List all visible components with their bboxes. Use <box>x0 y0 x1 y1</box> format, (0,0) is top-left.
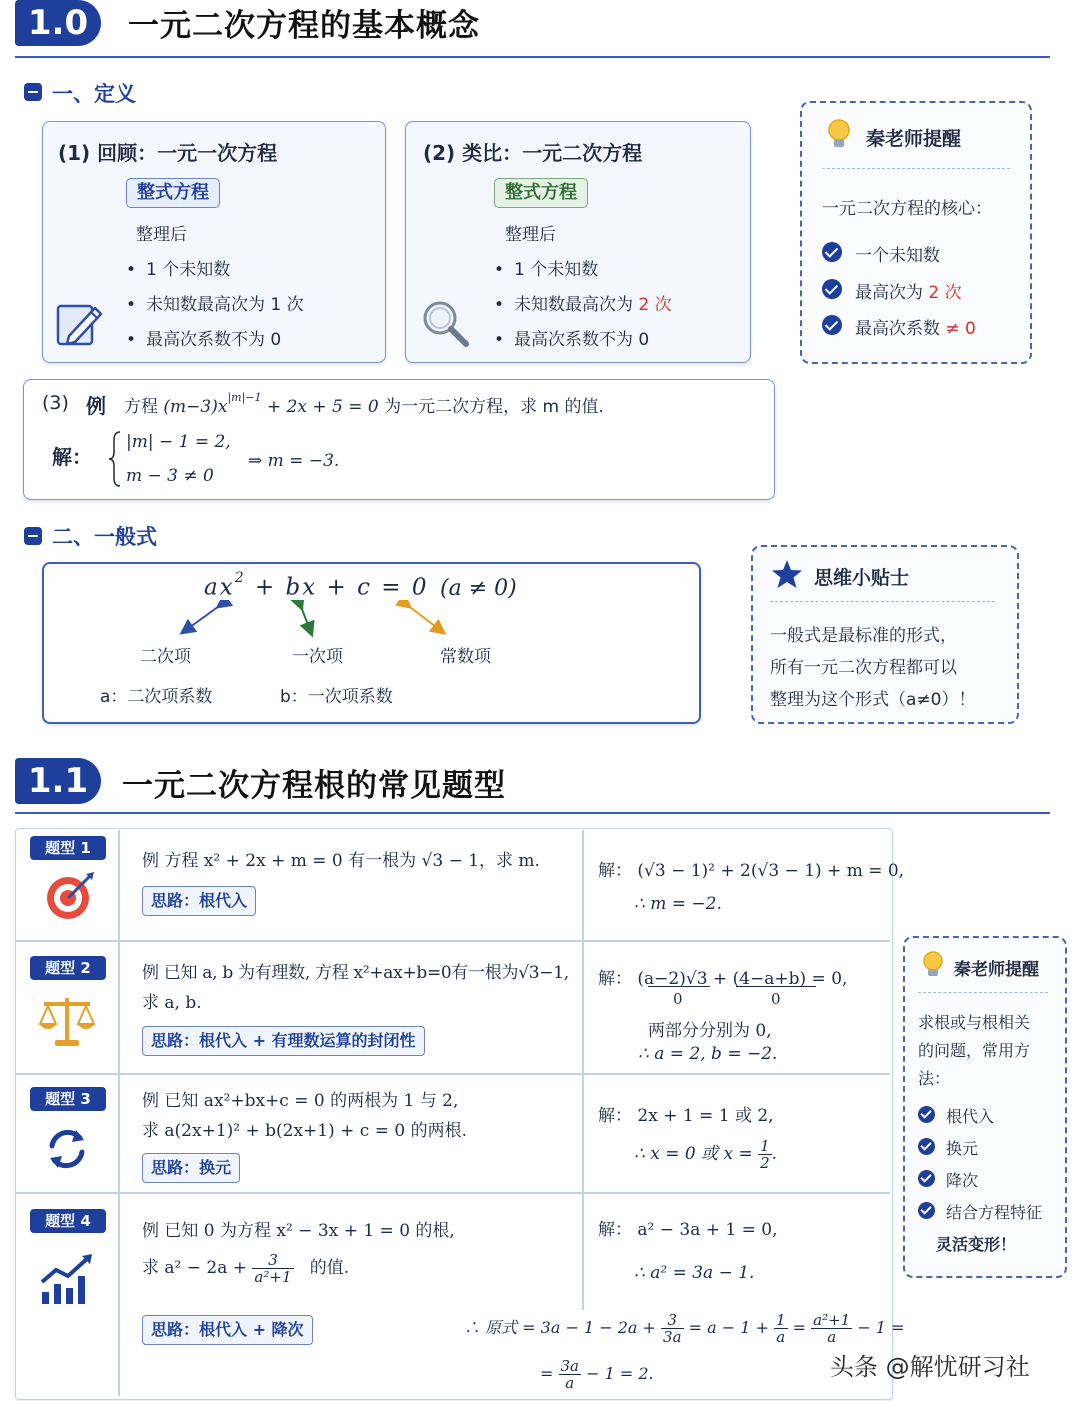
tip-line: 一般式是最标准的形式， <box>770 626 957 646</box>
example-text: 例 方程 x² + 2x + m = 0 有一根为 √3 − 1，求 m. <box>142 851 540 871</box>
tip-item: 最高次系数 ≠ 0 <box>855 319 976 339</box>
tip-line: 的问题，常用方 <box>918 1041 1031 1060</box>
annotation-arrows <box>170 600 460 640</box>
list-item: • 未知数最高次为 2 次 <box>494 290 672 315</box>
example-text: 求 a² − 2a + $\frac{3}{\text{a²+1}}$ 的值. <box>142 1251 350 1286</box>
check-icon <box>822 279 842 299</box>
label-constant-term: 常数项 <box>440 647 491 667</box>
star-icon <box>771 559 803 589</box>
card-title: (1) 回顾：一元一次方程 <box>58 141 278 165</box>
solution-line: ∴ a² = 3a − 1. <box>634 1263 755 1283</box>
tip-line: 求根或与根相关 <box>918 1013 1031 1032</box>
growth-chart-icon <box>38 1254 96 1306</box>
column-divider <box>118 830 120 1396</box>
lightbulb-icon <box>826 118 852 152</box>
example-text: 例 已知 0 为方程 x² − 3x + 1 = 0 的根, <box>142 1221 455 1241</box>
list-item: • 未知数最高次为 1 次 <box>126 290 304 315</box>
underbrace <box>648 986 710 987</box>
underbrace <box>736 986 816 987</box>
list-item: • 最高次系数不为 0 <box>126 325 281 350</box>
tag-polynomial-equation: 整式方程 <box>126 178 220 208</box>
coefficient-b-label: b：一次项系数 <box>280 687 393 707</box>
subsection-heading: 一、定义 <box>52 82 136 106</box>
tip-divider <box>918 992 1048 993</box>
solution-line: = $\frac{3a}{a}$ − 1 = 2. <box>540 1357 654 1392</box>
solution-result: ⇒ m = −3. <box>248 451 340 471</box>
solution-line: ∴ a = 2, b = −2. <box>638 1044 778 1064</box>
coefficient-a-label: a：二次项系数 <box>100 687 213 707</box>
label-quadratic-term: 二次项 <box>140 647 191 667</box>
idea-tag: 思路：根代入 <box>142 886 256 916</box>
tip-ending: 灵活变形！ <box>936 1235 1017 1254</box>
section-number-badge: 1.1 <box>15 758 101 804</box>
tip-line: 整理为这个形式（a≠0）！ <box>770 690 976 710</box>
example-text: 求 a, b. <box>142 993 202 1013</box>
tip-title: 思维小贴士 <box>814 567 910 589</box>
method-item: 结合方程特征 <box>946 1203 1043 1222</box>
solution-line: ∴ 原式 = 3a − 1 − 2a + $\frac{3}{3a}$ = a − 1 + $\frac{1}{a}$ = $\frac{\text{a²+1}}{a}$ − 1 = <box>464 1311 905 1346</box>
tip-item: 一个未知数 <box>855 246 940 266</box>
tip-intro: 一元二次方程的核心： <box>822 199 992 219</box>
list-item: • 1 个未知数 <box>494 255 598 280</box>
section-divider <box>15 56 1050 58</box>
lightbulb-icon <box>921 950 945 980</box>
section-divider <box>15 812 1050 814</box>
idea-tag: 思路：根代入 + 降次 <box>142 1315 313 1345</box>
check-icon <box>822 315 842 335</box>
refresh-icon <box>44 1126 90 1172</box>
solution-line: 两部分分别为 0, <box>648 1021 772 1041</box>
text-after: 整理后 <box>505 225 556 245</box>
watermark: 头条 @解忧研习社 <box>830 1353 1030 1381</box>
solution-line: ∴ m = −2. <box>634 894 722 914</box>
subsection-heading: 二、一般式 <box>52 525 157 549</box>
text-after: 整理后 <box>136 225 187 245</box>
example-number: (3) <box>42 392 69 414</box>
solution-line: 解： (a−2)√3 + (4−a+b) = 0, <box>598 969 848 989</box>
row-divider <box>16 1192 890 1194</box>
tip-divider <box>822 168 1010 169</box>
row-divider <box>16 940 890 942</box>
solution-label: 解： <box>52 445 92 469</box>
row-divider <box>16 1073 890 1075</box>
section-title: 一元二次方程根的常见题型 <box>122 768 506 804</box>
type-badge: 题型 2 <box>30 956 106 980</box>
zero-label: 0 <box>771 990 781 1008</box>
example-text: 例 已知 ax²+bx+c = 0 的两根为 1 与 2, <box>142 1091 459 1111</box>
general-formula: $ax^2$ + bx + c = 0 <box>204 570 429 601</box>
balance-icon <box>38 992 96 1048</box>
column-divider <box>582 830 584 1310</box>
example-label: 例 <box>86 394 106 418</box>
method-item: 根代入 <box>946 1107 995 1126</box>
check-icon <box>918 1138 935 1155</box>
card-title: (2) 类比：一元二次方程 <box>423 141 643 165</box>
solution-line: 解： (√3 − 1)² + 2(√3 − 1) + m = 0, <box>598 861 905 881</box>
tip-line: 所有一元二次方程都可以 <box>770 658 957 678</box>
section-number-badge: 1.0 <box>15 0 101 46</box>
tip-item: 最高次为 2 次 <box>855 283 962 303</box>
check-icon <box>918 1202 935 1219</box>
tip-title: 秦老师提醒 <box>866 128 962 150</box>
solution-line: 解： a² − 3a + 1 = 0, <box>598 1220 778 1240</box>
formula-condition: (a ≠ 0) <box>440 576 517 601</box>
tip-divider <box>770 601 995 602</box>
tag-polynomial-equation: 整式方程 <box>494 178 588 208</box>
pencil-icon <box>55 300 105 350</box>
example-question: 方程 $(m-3)x^{|m|-1} + 2x + 5 = 0$ 为一元二次方程，求 m 的值. <box>124 391 604 417</box>
example-text: 求 a(2x+1)² + b(2x+1) + c = 0 的两根. <box>142 1121 467 1141</box>
example-text: 例 已知 a, b 为有理数, 方程 x²+ax+b=0有一根为√3−1, <box>142 963 569 983</box>
brace <box>108 430 122 488</box>
method-item: 降次 <box>946 1171 979 1190</box>
idea-tag: 思路：根代入 + 有理数运算的封闭性 <box>142 1026 425 1056</box>
label-linear-term: 一次项 <box>292 647 343 667</box>
method-item: 换元 <box>946 1139 979 1158</box>
tip-title: 秦老师提醒 <box>954 960 1039 980</box>
check-icon <box>918 1106 935 1123</box>
collapse-icon[interactable] <box>24 527 42 545</box>
check-icon <box>918 1170 935 1187</box>
list-item: • 最高次系数不为 0 <box>494 325 649 350</box>
section-title: 一元二次方程的基本概念 <box>128 8 480 44</box>
solution-line: |m| − 1 = 2, <box>126 432 231 452</box>
zero-label: 0 <box>673 990 683 1008</box>
idea-tag: 思路：换元 <box>142 1153 240 1183</box>
check-icon <box>822 242 842 262</box>
tip-line: 法： <box>918 1069 951 1088</box>
list-item: • 1 个未知数 <box>126 255 230 280</box>
collapse-icon[interactable] <box>24 83 42 101</box>
solution-line: m − 3 ≠ 0 <box>126 466 214 486</box>
solution-line: 解： 2x + 1 = 1 或 2, <box>598 1106 774 1126</box>
solution-line: ∴ x = 0 或 x = $\frac{1}{2}$ . <box>634 1137 778 1172</box>
type-badge: 题型 1 <box>30 836 106 860</box>
type-badge: 题型 3 <box>30 1087 106 1111</box>
magnifier-icon <box>420 298 472 350</box>
target-icon <box>44 870 96 922</box>
type-badge: 题型 4 <box>30 1209 106 1233</box>
